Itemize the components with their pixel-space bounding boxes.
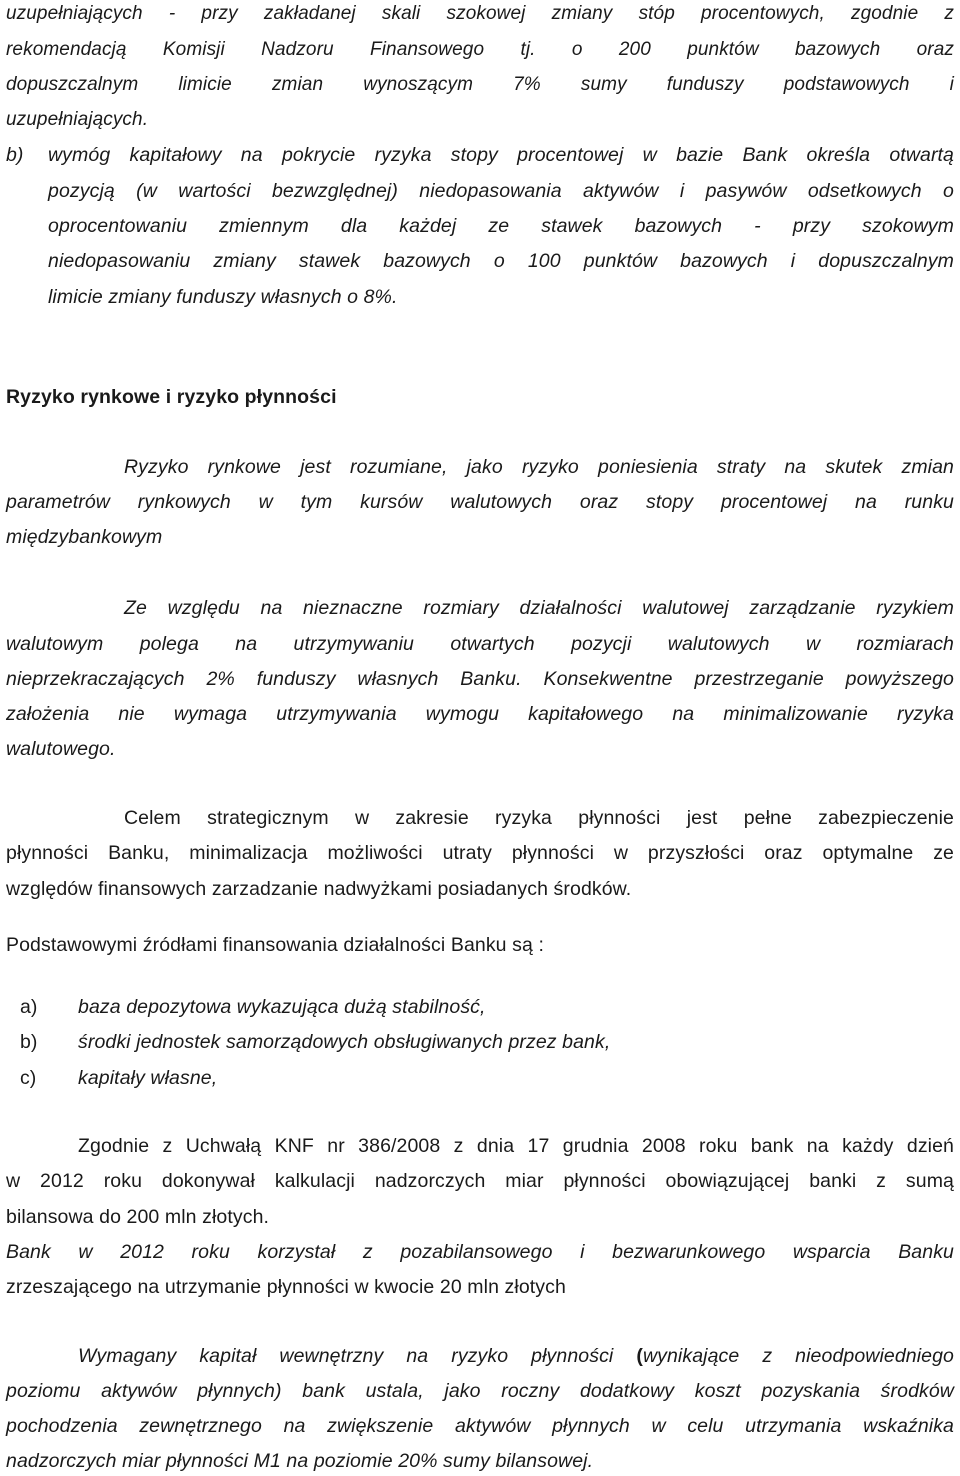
text-line: Bank w 2012 roku korzystał z pozabilansowego i bezwarunkowego wsparcia Banku [6, 1241, 954, 1263]
text-span: wynikające z nieodpowiedniego [642, 1345, 954, 1367]
text-line: nadzorczych miar płynności M1 na poziomie 20% sumy bilansowej. [6, 1450, 594, 1472]
text-line: założenia nie wymaga utrzymywania wymogu kapitałowego na minimalizowanie ryzyka [6, 703, 954, 725]
sources-intro: Podstawowymi źródłami finansowania działalności Banku są : [6, 934, 544, 956]
text-line: uzupełniających. [6, 109, 149, 130]
text-line: oprocentowaniu zmiennym dla każdej ze stawek bazowych - przy szokowym [48, 215, 954, 237]
text-line: wymóg kapitałowy na pokrycie ryzyka stopy procentowej w bazie Bank określa otwartą [48, 144, 954, 166]
list-item-text: środki jednostek samorządowych obsługiwanych przez bank, [78, 1031, 611, 1053]
text-line: międzybankowym [6, 526, 163, 548]
text-line: względów finansowych zarzadzanie nadwyżkami posiadanych środków. [6, 878, 632, 900]
list-marker: c) [20, 1067, 37, 1089]
text-line: Zgodnie z Uchwałą KNF nr 386/2008 z dnia 17 grudnia 2008 roku bank na każdy dzień [78, 1135, 954, 1157]
text-line: bilansowa do 200 mln złotych. [6, 1206, 270, 1228]
text-line: płynności Banku, minimalizacja możliwości utraty płynności w przyszłości oraz optymalne ze [6, 842, 954, 864]
text-line: walutowym polega na utrzymywaniu otwartych pozycji walutowych w rozmiarach [6, 633, 954, 655]
text-line: Ze względu na nieznaczne rozmiary działalności walutowej zarządzanie ryzykiem [124, 597, 954, 619]
text-line [78, 1344, 954, 1368]
text-line: zrzeszającego na utrzymanie płynności w kwocie 20 mln złotych [6, 1276, 566, 1298]
text-line: Celem strategicznym w zakresie ryzyka płynności jest pełne zabezpieczenie [124, 807, 954, 829]
text-line: pochodzenia zewnętrznego na zwiększenie aktywów płynnych w celu utrzymania wskaźnika [6, 1415, 954, 1437]
text-line: walutowego. [6, 738, 116, 760]
text-line: niedopasowaniu zmiany stawek bazowych o 100 punktów bazowych i dopuszczalnym [48, 250, 954, 272]
text-line: rekomendacją Komisji Nadzoru Finansowego tj. o 200 punktów bazowych oraz [6, 39, 954, 60]
text-span: ( [636, 1345, 643, 1367]
text-line: Ryzyko rynkowe jest rozumiane, jako ryzyko poniesienia straty na skutek zmian [124, 456, 954, 478]
text-line: parametrów rynkowych w tym kursów walutowych oraz stopy procentowej na runku [6, 491, 954, 513]
text-span: Wymagany kapitał wewnętrzny na ryzyko płynności [78, 1345, 637, 1367]
list-marker: b) [20, 1031, 38, 1053]
text-line: limicie zmiany funduszy własnych o 8%. [48, 286, 398, 308]
text-line: nieprzekraczających 2% funduszy własnych Banku. Konsekwentne przestrzeganie powyższego [6, 668, 954, 690]
text-line: pozycją (w wartości bezwzględnej) niedopasowania aktywów i pasywów odsetkowych o [48, 180, 954, 202]
list-item-text: kapitały własne, [78, 1067, 218, 1089]
text-line: dopuszczalnym limicie zmian wynoszącym 7% sumy funduszy podstawowych i [6, 74, 954, 95]
text-line: poziomu aktywów płynnych) bank ustala, jako roczny dodatkowy koszt pozyskania środków [6, 1380, 954, 1402]
list-marker: b) [6, 144, 24, 166]
list-item-text: baza depozytowa wykazująca dużą stabilność, [78, 996, 486, 1018]
list-marker: a) [20, 996, 38, 1018]
text-line: uzupełniających - przy zakładanej skali szokowej zmiany stóp procentowych, zgodnie z [6, 3, 954, 24]
text-line: w 2012 roku dokonywał kalkulacji nadzorczych miar płynności obowiązującej banki z sumą [6, 1170, 954, 1192]
section-heading: Ryzyko rynkowe i ryzyko płynności [6, 386, 337, 408]
